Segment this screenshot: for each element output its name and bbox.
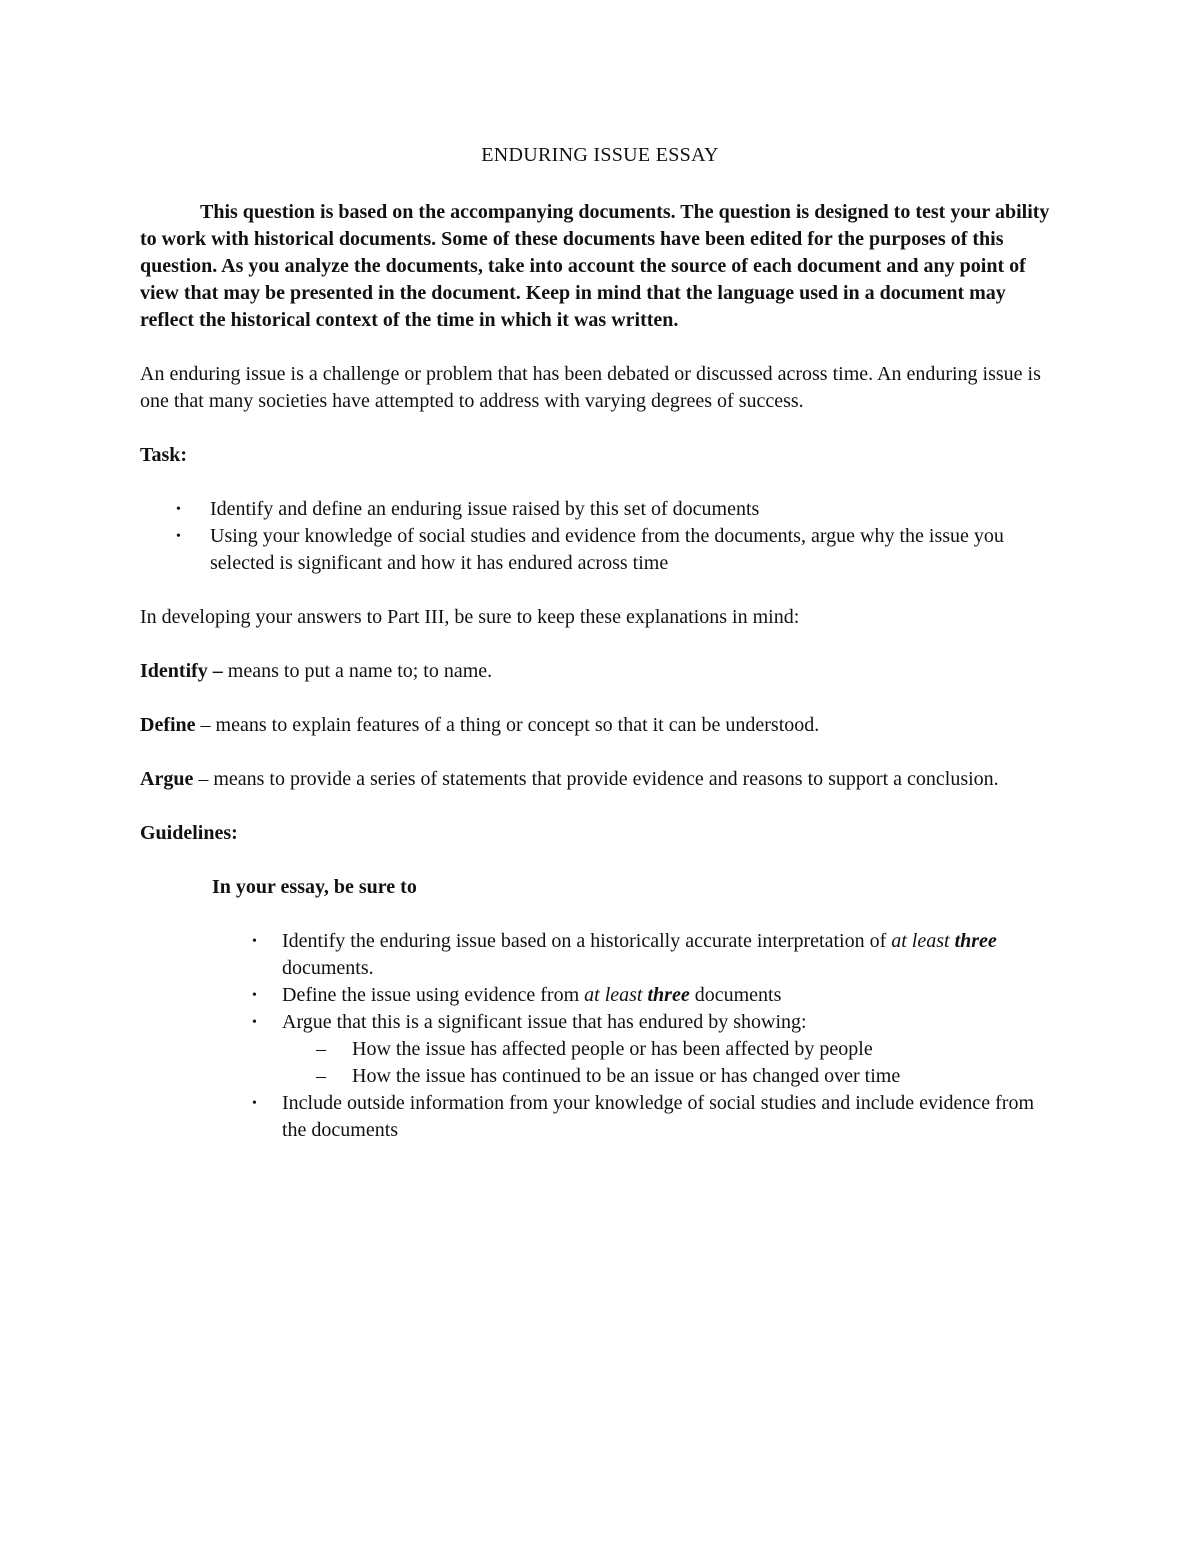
term-identify bbox=[140, 658, 1060, 685]
emphasis-text: three bbox=[647, 984, 690, 1006]
term-meaning: – means to provide a series of statements that provide evidence and reasons to support a conclusion. bbox=[193, 768, 999, 790]
term-label: Identify – bbox=[140, 660, 223, 682]
sub-list-item bbox=[282, 1036, 1060, 1063]
explanations-intro: In developing your answers to Part III, be sure to keep these explanations in mind: bbox=[140, 606, 800, 628]
list-item bbox=[140, 1090, 1060, 1144]
guideline-text: Include outside information from your knowledge of social studies and include evidence from the documents bbox=[282, 1092, 1035, 1141]
term-argue bbox=[140, 766, 1060, 793]
dash-icon: – bbox=[316, 1038, 326, 1060]
guidelines-heading: Guidelines: bbox=[140, 822, 238, 844]
task-list bbox=[140, 496, 1060, 577]
guideline-text: Identify the enduring issue based on a historically accurate interpretation of bbox=[282, 930, 892, 952]
guideline-text: Argue that this is a significant issue that has endured by showing: bbox=[282, 1011, 807, 1033]
sub-item-text: How the issue has affected people or has been affected by people bbox=[352, 1038, 873, 1060]
sub-list-item bbox=[282, 1063, 1060, 1090]
intro-paragraph: This question is based on the accompanying documents. The question is designed to test your ability to work with historical documents. Some of these documents have been edited for the purposes of this question. As you analyze the documents, take into account the source of each document and any point of view that may be presented in the document. Keep in mind that the language used in a document may reflect the historical context of the time in which it was written. bbox=[140, 201, 1050, 331]
term-define bbox=[140, 712, 1060, 739]
bullet-icon: • bbox=[252, 1015, 257, 1030]
dash-icon: – bbox=[316, 1065, 326, 1087]
term-meaning: – means to explain features of a thing or concept so that it can be understood. bbox=[195, 714, 820, 736]
page-title: ENDURING ISSUE ESSAY bbox=[481, 144, 719, 166]
guideline-text: Define the issue using evidence from bbox=[282, 984, 585, 1006]
list-item bbox=[140, 496, 1060, 523]
bullet-icon: • bbox=[252, 1096, 257, 1111]
guideline-text: documents bbox=[689, 984, 782, 1006]
bullet-icon: • bbox=[252, 934, 257, 949]
guideline-text: documents. bbox=[282, 957, 374, 979]
guidelines-list bbox=[140, 928, 1060, 1144]
list-item bbox=[140, 928, 1060, 982]
emphasis-text: at bbox=[891, 930, 907, 952]
emphasis-text: at least bbox=[584, 984, 643, 1006]
bullet-icon: • bbox=[252, 988, 257, 1003]
task-heading: Task: bbox=[140, 444, 188, 466]
bullet-icon: • bbox=[176, 529, 181, 544]
task-item-text: Identify and define an enduring issue raised by this set of documents bbox=[210, 498, 760, 520]
bullet-icon: • bbox=[176, 502, 181, 517]
sub-item-text: How the issue has continued to be an issue or has changed over time bbox=[352, 1065, 901, 1087]
list-item bbox=[140, 982, 1060, 1009]
sub-list bbox=[282, 1036, 1060, 1090]
emphasis-text: three bbox=[954, 930, 997, 952]
guidelines-subheading: In your essay, be sure to bbox=[212, 876, 417, 898]
term-label: Argue bbox=[140, 768, 194, 790]
list-item bbox=[140, 523, 1060, 577]
term-label: Define bbox=[140, 714, 196, 736]
list-item bbox=[140, 1009, 1060, 1090]
term-meaning: means to put a name to; to name. bbox=[222, 660, 493, 682]
definition-paragraph: An enduring issue is a challenge or problem that has been debated or discussed across time. An enduring issue is one that many societies have attempted to address with varying degrees of success. bbox=[140, 363, 1041, 412]
emphasis-text: least bbox=[911, 930, 950, 952]
task-item-text: Using your knowledge of social studies and evidence from the documents, argue why the issue you selected is significant and how it has endured across time bbox=[210, 525, 1004, 574]
